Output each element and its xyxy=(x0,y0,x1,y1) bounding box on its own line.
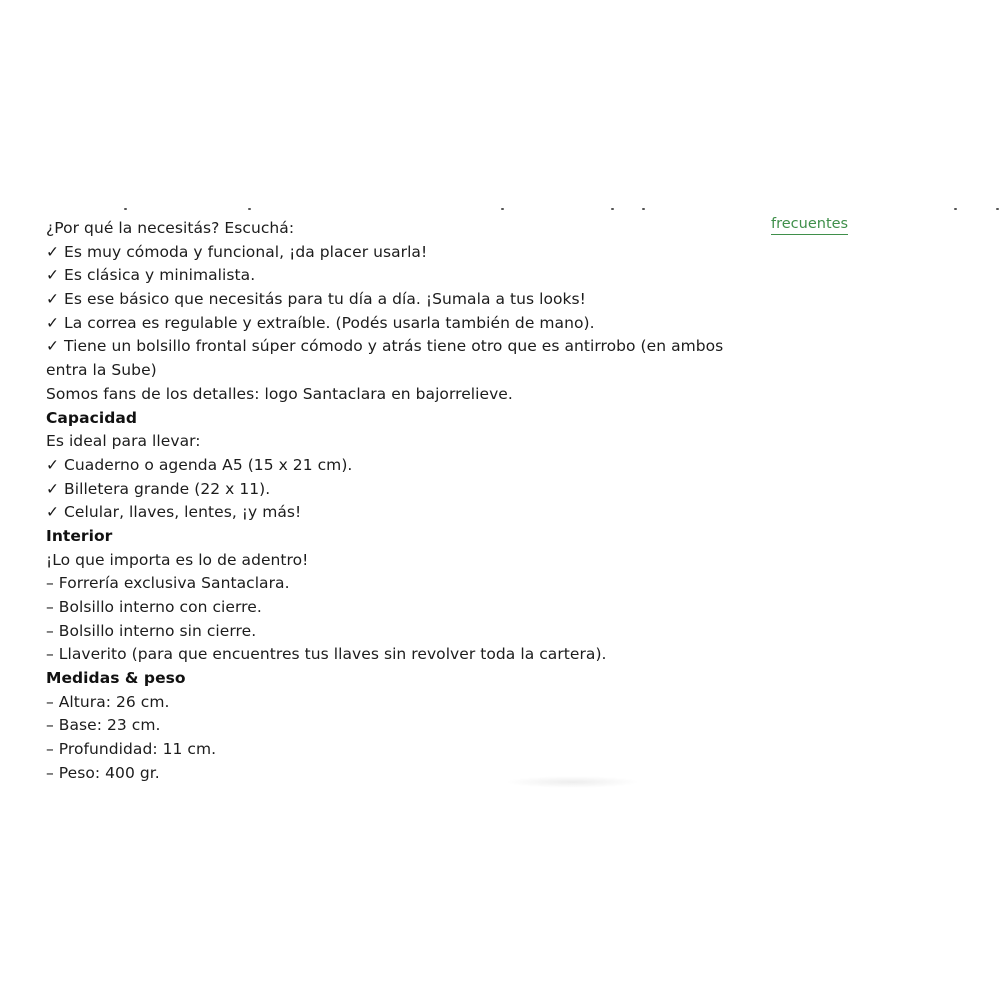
interior-item: – Bolsillo interno con cierre. xyxy=(46,598,262,616)
details-text: Somos fans de los detalles: logo Santaclara en bajorrelieve. xyxy=(46,384,513,403)
capacity-intro: Es ideal para llevar: xyxy=(46,432,201,451)
interior-heading: Interior xyxy=(46,526,113,545)
floating-shadow xyxy=(505,776,640,788)
clipped-glyph xyxy=(611,208,614,210)
measures-item: – Base: 23 cm. xyxy=(46,716,161,735)
interior-item: – Bolsillo interno sin cierre. xyxy=(46,621,257,640)
clipped-glyph xyxy=(642,208,645,210)
capacity-heading: Capacidad xyxy=(46,408,137,427)
interior-intro: ¡Lo que importa es lo de adentro! xyxy=(46,550,309,569)
measures-item: – Altura: 26 cm. xyxy=(46,692,170,711)
measures-heading: Medidas & peso xyxy=(46,669,186,688)
benefit-item: ✓ La correa es regulable y extraíble. (Podés usarla también de mano). xyxy=(46,312,746,336)
clipped-glyph xyxy=(954,208,957,210)
capacity-item: ✓ Cuaderno o agenda A5 (15 x 21 cm). xyxy=(46,454,746,478)
description-intro: ¿Por qué la necesitás? Escuchá: xyxy=(46,219,295,237)
benefit-item: ✓ Es muy cómoda y funcional, ¡da placer usarla! xyxy=(46,241,746,265)
capacity-item: ✓ Billetera grande (22 x 11). xyxy=(46,478,746,502)
benefit-item-continuation: entra la Sube) xyxy=(46,361,157,380)
benefit-item: ✓ Es ese básico que necesitás para tu día a día. ¡Sumala a tus looks! xyxy=(46,288,746,312)
interior-item: – Llaverito (para que encuentres tus llaves sin revolver toda la cartera). xyxy=(46,645,607,664)
faq-link[interactable]: frecuentes xyxy=(771,214,848,235)
benefit-item: ✓ Tiene un bolsillo frontal súper cómodo y atrás tiene otro que es antirrobo (en ambos xyxy=(46,335,746,359)
interior-item: – Forrería exclusiva Santaclara. xyxy=(46,574,290,593)
clipped-glyph xyxy=(996,208,999,210)
product-description xyxy=(46,217,746,786)
clipped-glyph xyxy=(124,208,127,210)
measures-item: – Profundidad: 11 cm. xyxy=(46,740,217,759)
measures-item: – Peso: 400 gr. xyxy=(46,763,160,782)
benefit-item: ✓ Es clásica y minimalista. xyxy=(46,264,746,288)
clipped-text-row xyxy=(46,200,1000,214)
clipped-glyph xyxy=(248,208,251,210)
clipped-glyph xyxy=(501,208,504,210)
capacity-item: ✓ Celular, llaves, lentes, ¡y más! xyxy=(46,501,746,525)
